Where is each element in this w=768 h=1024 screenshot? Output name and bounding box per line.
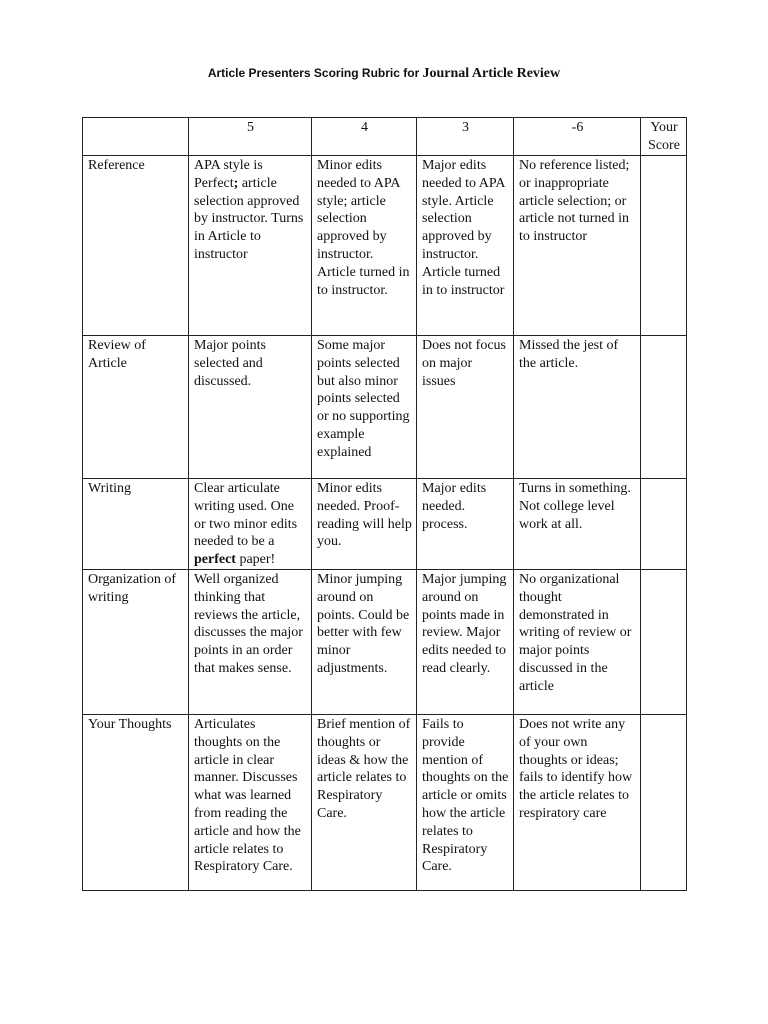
table-row-your-thoughts — [83, 714, 687, 890]
your-score-cell — [641, 479, 687, 570]
your-score-cell — [641, 156, 687, 336]
score-5-bold-text: ; — [233, 175, 239, 191]
score-3-cell: Major edits needed. process. — [417, 479, 514, 570]
score-5-text: Articulates thoughts on the article in clear manner. Discusses what was learned from reading the article and how the article relates to Respiratory Care. — [194, 716, 301, 875]
score-5-text-after: article selection approved by instructor. Turns in Article to instructor — [194, 175, 304, 262]
score-5-text: APA style is Perfect — [194, 158, 263, 191]
score-5-text: Clear articulate writing used. One or two minor edits needed to be a — [194, 481, 298, 550]
score-neg6-cell: Missed the jest of the article. — [514, 336, 641, 479]
score-5-text: Well organized thinking that reviews the article, discusses the major points in an order that makes sense. — [194, 571, 303, 676]
score-neg6-cell: Turns in something. Not college level work at all. — [514, 479, 641, 570]
scoring-rubric-table — [82, 117, 687, 891]
score-5-bold-text: perfect — [194, 552, 236, 568]
score-3-cell: Does not focus on major issues — [417, 336, 514, 479]
criterion-cell: Reference — [83, 156, 189, 336]
score-5-cell — [189, 569, 312, 714]
score-3-cell: Major jumping around on points made in review. Major edits needed to read clearly. — [417, 569, 514, 714]
score-neg6-cell: No reference listed; or inappropriate article selection; or article not turned in to instructor — [514, 156, 641, 336]
score-neg6-cell: No organizational thought demonstrated in writing of review or major points discussed in the article — [514, 569, 641, 714]
your-score-cell — [641, 569, 687, 714]
table-row-writing — [83, 479, 687, 570]
header-row — [83, 118, 687, 156]
score-4-cell: Minor edits needed. Proof-reading will help you. — [312, 479, 417, 570]
score-4-cell: Minor jumping around on points. Could be better with few minor adjustments. — [312, 569, 417, 714]
score-3-cell: Major edits needed to APA style. Article selection approved by instructor. Article turned in to instructor — [417, 156, 514, 336]
table-row-organization-of-writing — [83, 569, 687, 714]
score-5-cell — [189, 479, 312, 570]
title-serif-part: Journal Article Review — [422, 66, 561, 81]
score-5-text: Major points selected and discussed. — [194, 338, 266, 389]
your-score-cell — [641, 714, 687, 890]
criterion-cell: Writing — [83, 479, 189, 570]
score-5-text-after: paper! — [235, 552, 276, 568]
score-3-cell: Fails to provide mention of thoughts on the article or omits how the article relates to Respiratory Care. — [417, 714, 514, 890]
document-title — [0, 64, 768, 83]
criterion-cell: Your Thoughts — [83, 714, 189, 890]
header-cell-score-3: 3 — [417, 118, 514, 156]
score-4-cell: Minor edits needed to APA style; article selection approved by instructor. Article turned in to instructor. — [312, 156, 417, 336]
header-cell-criterion — [83, 118, 189, 156]
criterion-cell: Review of Article — [83, 336, 189, 479]
table-row-reference — [83, 156, 687, 336]
table-row-review-of-article — [83, 336, 687, 479]
header-cell-score-5: 5 — [189, 118, 312, 156]
header-cell-score-neg6: -6 — [514, 118, 641, 156]
header-cell-your-score: Your Score — [641, 118, 687, 156]
score-5-cell — [189, 336, 312, 479]
score-4-cell: Brief mention of thoughts or ideas & how the article relates to Respiratory Care. — [312, 714, 417, 890]
title-sans-part: Article Presenters Scoring Rubric for — [207, 66, 420, 80]
score-neg6-cell: Does not write any of your own thoughts or ideas; fails to identify how the article relates to respiratory care — [514, 714, 641, 890]
your-score-cell — [641, 336, 687, 479]
header-cell-score-4: 4 — [312, 118, 417, 156]
score-5-cell — [189, 156, 312, 336]
score-5-cell — [189, 714, 312, 890]
score-4-cell: Some major points selected but also minor points selected or no supporting example explained — [312, 336, 417, 479]
criterion-cell: Organization of writing — [83, 569, 189, 714]
